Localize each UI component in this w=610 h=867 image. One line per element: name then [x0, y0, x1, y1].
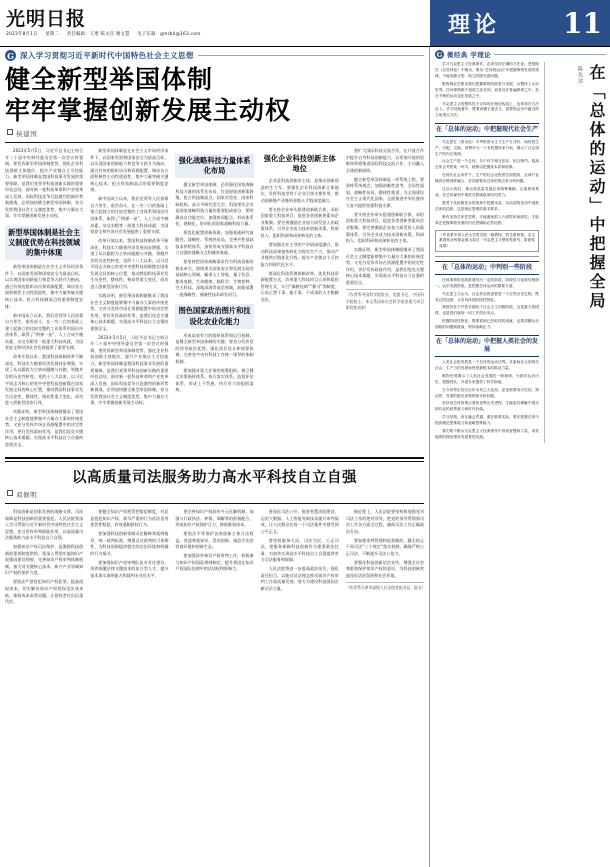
- paragraph: 实践证明，新型举国体制既继承了我国社会主义制度能够集中力量办大事的传统优势，又充分发挥市场在资源配置中的决定性作用，更好发挥政府作用，是我们攻克关键核心技术难题、实现高水平科技自立自强的重要法宝。: [90, 292, 169, 331]
- paragraph: 唯物史观揭示了人类社会发展的一般规律，为我们认识历史、把握现实、开创未来提供了科学指南。: [435, 373, 539, 384]
- publication-date: 2023年8月1日: [6, 32, 38, 38]
- paragraph: 新中国成立以来，我们党领导人民依靠自力更生、艰苦奋斗，在一穷二白的基础上建立起独立的比较完整的工业体系和国民经济体系，取得了“两弹一星”、人工合成牛胰岛素、杂交水稻等一批重大科技成就，为国家安全和经济社会发展提供了重要支撑。: [90, 196, 169, 235]
- right-subsection-title: 在「总体的运动」中把握人类社会的发展: [435, 335, 539, 357]
- paragraph: 我们要不断从马克思主义经典著作中汲取智慧和力量，用发展着的理论指导发展着的实践。: [435, 429, 539, 440]
- paper-name: 光明日报: [6, 7, 87, 30]
- paragraph: 要健全知识产权惩罚性赔偿制度，对恶意侵犯知识产权、情节严重的行为依法适用惩罚性赔偿，有效遏制侵权行为。: [90, 509, 169, 528]
- article2-columns: [5, 509, 424, 608]
- source-note: （作者系天津市高级人民法院党组书记、院长）: [346, 582, 424, 591]
- article2-col-5: [346, 509, 424, 608]
- paragraph: 当今世界正经历百年未有之大变局，更加需要用历史的、辩证的、发展的眼光来观察和分析问题。: [435, 387, 539, 398]
- section-header: [430, 0, 610, 46]
- paragraph: 唯物辩证法要求我们把握事物的联系与发展，从整体上认识世界。任何事物都不是孤立存在的，而是处在普遍联系之中，处在不断的运动变化发展之中。: [435, 81, 539, 98]
- banner-divider: [198, 55, 424, 56]
- column-divider: [544, 62, 545, 443]
- article2-byline: [7, 490, 424, 499]
- paragraph: 2023年5月5日，习近平总书记主持召开二十届中央财经委员会第一次会议时强调，要发挥新型举国体制优势，强化企业科技创新主体地位，提升产业链自主可控能力。新型举国体制是我国科技事业发展的重要保障，是我们党领导科技创新实践的重要经验总结。面对新一轮科技革命和产业变革深入发展、国际科技竞争日趋激烈的新形势新挑战，必须加快健全新型举国体制，充分发挥我国社会主义制度优势，集中力量办大事，牢牢掌握创新发展主动权。: [5, 148, 84, 219]
- column-banner: [5, 50, 424, 61]
- article2-title: 以高质量司法服务助力高水平科技自立自强: [72, 469, 357, 487]
- right-subsection-title: 在「总体的运动」中把握现代社会生产: [435, 123, 539, 136]
- paragraph: 要善于从纷繁复杂的现象中把握本质，从局部的变动中洞察总体的趋势，这是辩证思维的基本要求。: [435, 200, 539, 211]
- right-feature-title: 在「总体的运动」中把握全局: [587, 64, 606, 311]
- article-byline: [7, 129, 424, 138]
- paragraph: 2023年5月5日，习近平总书记主持召开二十届中央财经委员会第一次会议时强调，要发挥新型举国体制优势，强化企业科技创新主体地位，提升产业链自主可控能力。新型举国体制是我国科技事业发展的重要保障，是我们党领导科技创新实践的重要经验总结。面对新一轮科技革命和产业变革深入发展、国际科技竞争日趋激烈的新形势新挑战，必须加快健全新型举国体制，充分发挥我国社会主义制度优势，集中力量办大事，牢牢掌握创新发展主动权。: [90, 334, 169, 406]
- paragraph: 这启示我们，推动高质量发展必须统筹兼顾，注重系统集成，在总体谋划中推进各领域改革协同发力。: [435, 187, 539, 198]
- paragraph: 要加强科技创新领域司法解释和案例指导，统一裁判标准，增强司法裁判的可预期性，为科技创新提供稳定的法治环境和明确的行为指引。: [90, 531, 169, 556]
- subsection-title: 新型举国体制是社会主义制度优势在科技领域的集中体现: [5, 226, 83, 260]
- paragraph: 把握阶段性特征，既要看到已经取得的成就，也要清醒认识面临的问题和挑战，保持战略定力。: [435, 319, 539, 330]
- right-subsection-title: 在「总体的运动」中判别一些阶段: [435, 261, 539, 274]
- editors: 责任编辑：王瑨 陈文宾 谢文慧: [66, 32, 130, 38]
- page-title: [5, 65, 424, 126]
- paragraph: 马克思主义的整体性不仅体现在理论构成上，也体现在方法论上。学习经典著作，既要读懂字面含义，更要领会其中蕴含的立场观点方法。: [435, 101, 539, 118]
- paragraph: 学习马克思主义经典著作，必须坚持正确的方法论。恩格斯在《反杜林论》中指出，要从“总体的运动”中把握事物发展的规律，不能用静止的、孤立的眼光看问题。: [435, 62, 539, 78]
- subsection-title: 图色国家政治图片和技设化农业化能力: [175, 304, 253, 328]
- paragraph: 新型举国体制是在社会主义市场经济条件下，以国家发展和国家安全为最高目标，以实现国家创新能力和竞争力跃升为指向，通过有效的组织动员和资源配置，调动各方面积极性主动性创造性，集中力量突破关键核心技术、抢占科技制高点的重要制度安排。: [90, 148, 169, 193]
- guangming-logo-icon: G: [5, 50, 16, 61]
- article1-col-4: [261, 148, 339, 451]
- banner-divider: [494, 54, 606, 55]
- right-col-1: [435, 62, 539, 443]
- guangming-logo-icon: G: [436, 50, 443, 59]
- paragraph: 要依法严惩侵犯知识产权犯罪，提高侵权成本，切实解决知识产权侵权违法成本低、维权成本高等问题，让侵权者付出沉重代价。: [5, 579, 84, 605]
- byline-marker-icon: [7, 129, 13, 135]
- article1-col-5: [346, 148, 424, 451]
- paragraph: 学习经典，贵在融会贯通，重在联系实际，要在把握总体中提高理论思维能力和战略思维能力。: [435, 415, 539, 426]
- headline-line-2: 牢牢掌握创新发展主动权: [5, 95, 292, 125]
- paragraph: 健全新型举国体制，必须强化国家战略科技力量的体系化布局，打造原始创新策源地，抢占科技制高点。国家实验室、国家科研机构、高水平研究型大学、科技领军企业是国家战略科技力量的重要组成部分，要明确各自功能定位，加强协同配合，形成体系化、建制化、协同化的国家战略科技力量。: [175, 182, 254, 227]
- paragraph: 要支持企业牵头组建创新联合体，承担国家重大科技项目，促进各类创新要素向企业集聚。要完善激励企业加大研发投入的政策体系，引导企业成为技术创新决策、科研投入、组织科研和成果转化的主体。: [260, 206, 339, 239]
- paragraph: 要加强对重大任务的统筹组织，建立健全决策指挥体系、执行落实体系、监督评估体系，形成上下贯通、执行有力的组织架构。: [175, 367, 254, 393]
- column-banner-label: 深入学习贯彻习近平新时代中国特色社会主义思想: [20, 51, 194, 60]
- paragraph: 改革开放以来，我国科技体制改革不断深化，科技实力随着经济发展同步增强，实现了从以跟踪为主转向跟跑与并跑、领跑并存的历史性转变。党的十八大以来，以习近平同志为核心的党中央把科技创新摆在国家发展全局的核心位置，推动我国科技事业发生历史性、整体性、格局性重大变化，成功进入创新型国家行列。: [90, 238, 169, 289]
- paragraph: 形成高效有力的组织体系和运行机制，是健全新型举国体制的关键。要充分发挥党的领导政治优势，强化顶层设计和统筹协调，完善党中央对科技工作统一领导的体制机制。: [175, 332, 254, 364]
- masthead-left: [0, 0, 430, 46]
- paragraph: 健全新型举国体制是一项系统工程，要坚持系统观念，加强前瞻性思考、全局性谋划、战略性布局、整体性推进，为全面建设社会主义现代化国家、全面推进中华民族伟大复兴提供坚强科技支撑。: [345, 176, 425, 208]
- paragraph: 马克思主义认为，社会形态的更替是一个自然历史过程，既有总的趋势，又有具体的阶段性特征。: [435, 291, 539, 302]
- paragraph: 改革开放以来，我国科技体制改革不断深化，科技实力随着经济发展同步增强，实现了从以跟踪为主转向跟跑与并跑、领跑并存的历史性转变。党的十八大以来，以习近平同志为核心的党中央把科技创新摆在国家发展全局的核心位置，推动我国科技事业发生历史性、整体性、格局性重大变化，成功进入创新型国家行列。: [5, 354, 84, 406]
- byline-marker-icon: [7, 490, 13, 496]
- source-note: （作者系中国科学院院长、党组书记，中国科学院院士；本文系国家社会科学基金重大项目阶段性成果）: [346, 289, 424, 310]
- right-zone: [430, 47, 610, 867]
- paragraph: 要加强知识产权审判队伍专业化建设，培养既懂法律又懂技术的复合型人才，提升技术事实查明能力和裁判专业化水平。: [90, 559, 169, 578]
- paragraph: 实践证明，新型举国体制既继承了我国社会主义制度能够集中力量办大事的传统优势，又充分发挥市场在资源配置中的决定性作用，更好发挥政府作用，是我们攻克关键核心技术难题、实现高水平科技自立自强的重要法宝。: [345, 247, 425, 285]
- headline-line-1: 健全新型举国体制: [5, 65, 214, 94]
- paragraph: 要完善知识产权纠纷多元化解机制，加强与行政执法、仲裁、调解等的衔接配合，形成知识产权保护合力，降低维权成本。: [175, 509, 254, 528]
- article1-col-1: [5, 148, 83, 451]
- paragraph: 新中国成立以来，我们党领导人民依靠自力更生、艰苦奋斗，在一穷二白的基础上建立起独立的比较完整的工业体系和国民经济体系，取得了“两弹一星”、人工合成牛胰岛素、杂交水稻等一批重大科技成就，为国家安全和经济社会发展提供了重要支撑。: [5, 312, 84, 351]
- paragraph: 要支持企业牵头组建创新联合体，承担国家重大科技项目，促进各类创新要素向企业集聚。要完善激励企业加大研发投入的政策体系，引导企业成为技术创新决策、科研投入、组织科研和成果转化的主体。: [345, 211, 425, 244]
- paragraph: 企业是科技创新的主体，是推动创新创造的生力军。要强化企业科技创新主体地位，发挥科技型骨干企业引领支撑作用，推动创新链产业链资金链人才链深度融合。: [260, 178, 339, 203]
- paragraph: 我国仍处于并将长期处于社会主义初级阶段，这是最大的国情，也是我们谋划一切工作的出发点。: [435, 305, 539, 316]
- paragraph: 要加强审判管理和监督制约，健全防止干预司法“三个规定”落实机制，确保严格公正司法，不断提升司法公信力。: [345, 537, 425, 556]
- article1-col-3: [175, 148, 253, 451]
- masthead-meta: [6, 31, 430, 37]
- editor-note: （作者系中国人民大学哲学院一级教授、哲学系教授。本文系国家社科基金重大项目「马克思主义整体性研究」阶段性成果）: [435, 230, 539, 253]
- byline-author: 邓修明: [16, 491, 38, 500]
- weekday: 星期二: [45, 32, 60, 38]
- paragraph: 人类社会的发展是一个总体的运动过程。从原始社会到现代社会，生产力的发展始终是最根本的推动力量。: [435, 359, 539, 370]
- right-columns: [435, 62, 606, 443]
- article2: [5, 457, 424, 608]
- left-zone: [0, 47, 430, 867]
- right-column-banner-label: 微经典 学理论: [447, 51, 492, 59]
- right-column-banner: [435, 50, 606, 59]
- right-feature-byline: 陈先达: [577, 66, 583, 84]
- paragraph: 要扩大国际科技交流合作，在开放合作中提升自身科技创新能力，以更加开放的思维和举措推进国际科技交流合作，主动融入全球创新网络。: [345, 148, 425, 173]
- article2-headline-rule: [5, 503, 424, 504]
- paragraph: 任何事物的发展都要经历一定的阶段，阶段性与连续性相统一。认识发展阶段，是把握总体运动的重要方面。: [435, 277, 539, 288]
- page-number: 11: [563, 6, 602, 40]
- paragraph: 科技创新是国家发展的战略支撑，司法保障是科技创新的重要依托。人民法院要深入学习贯彻习近平新时代中国特色社会主义思想，充分发挥审判职能作用，以高质量司法服务助力高水平科技自立自强。: [5, 509, 84, 541]
- article2-col-4: [261, 509, 339, 608]
- paragraph: 实践证明，新型举国体制既继承了我国社会主义制度能够集中力量办大事的传统优势，又充分发挥市场在资源配置中的决定性作用，更好发挥政府作用，是我们攻克关键核心技术难题、实现高水平科技自立自强的重要法宝。: [5, 409, 84, 447]
- paragraph: 在现代社会条件下，生产的社会化程度空前提高，全球产业链供应链深度融合，更加需要用总体的观点来分析问题。: [435, 173, 539, 184]
- paragraph: 要深化司法公开，推进智慧法院建设，运用大数据、人工智能等新技术提升审判质效，让人民群众在每一个司法案件中感受到公平正义。: [260, 509, 339, 534]
- email: 电子信箱：gmrbll@163.com: [137, 32, 201, 38]
- page-body: [0, 47, 610, 867]
- paragraph: 新征程上，人民法院要坚持和加强党对司法工作的绝对领导，把党的领导贯彻到司法工作各方面全过程，确保司法工作正确政治方向。: [345, 509, 425, 534]
- article2-rule: [5, 457, 424, 462]
- paragraph: 马克思在《资本论》中考察资本主义生产方式时，始终把生产、分配、交换、消费作为一个有机整体来分析，揭示了社会再生产的内在规律。: [435, 139, 539, 156]
- paragraph: 要加强涉外知识产权审判工作，积极参与知识产权国际规则制定，提升我国在知识产权国际治理中的话语权和影响力。: [175, 553, 254, 572]
- paragraph: 人民法院将进一步提高政治站位，强化责任担当，以能动司法理念推动知识产权审判工作高质量发展，努力为建设科技强国贡献司法力量。: [260, 566, 339, 592]
- headline-rule: [5, 142, 424, 143]
- article1-columns: [5, 148, 424, 451]
- paragraph: 坚持用总体的观点看待世界历史进程，才能更好理解中国式现代化的世界意义和时代价值。: [435, 401, 539, 412]
- section-name: 理论: [448, 11, 501, 38]
- paragraph: 要坚持把国家战略需求作为科技创新的根本牵引，围绕事关国家安全和发展全局的基础核心领域，瞄准人工智能、量子信息、集成电路、生命健康、脑科学、生物育种、空天科技、深地深海等前沿领域，前瞻部署一批战略性、储备性技术研发项目。: [175, 259, 254, 297]
- subsection-title: 强化企业科技创新主体地位: [263, 154, 336, 174]
- paragraph: 要强化科技创新法治宣传，增强全社会尊重和保护知识产权的意识，为科技创新营造良好法治氛围和社会环境。: [345, 559, 425, 578]
- paragraph: 要深化科技管理体制改革，优化科技资源配置方式，改革重大科技项目立项和组织管理方式，实行“揭榜挂帅”“赛马”等制度，让真正想干事、能干事、干成事的人才脱颖而出。: [260, 270, 339, 302]
- paragraph: 加强知识产权司法保护，是激励科技创新的重要制度供给。要深入贯彻实施知识产权强国建设纲要，完善知识产权审判体制机制，加大对关键核心技术、新兴产业领域知识产权的保护力度。: [5, 544, 84, 576]
- paragraph: 社会生产是一个总体，各个环节相互依存、相互制约。脱离总体去考察某一环节，就难以把握其本质和规律。: [435, 159, 539, 170]
- masthead: [0, 0, 610, 47]
- paragraph: 要优化配置创新资源，加强基础研究前瞻性、战略性、系统性布局，完善共性基础技术供给体系，加快形成支撑高水平科技自立自强的战略支点和雄厚基础。: [175, 230, 254, 256]
- article2-col-1: [5, 509, 83, 608]
- subsection-title: 强化战略科技力量体系化布局: [175, 154, 253, 178]
- right-col-2: [550, 62, 606, 443]
- paragraph: 要加强企业主导的产学研深度融合，推动科技成果加快转化为现实生产力，推动产业链供应链优化升级，提升产业链自主可控能力和现代化水平。: [260, 242, 339, 267]
- paragraph: 要坚持服务大局、司法为民、公正司法，把服务保障科技创新作为重要政治任务，为加快实现高水平科技自立自强提供有力司法服务和保障。: [260, 537, 339, 563]
- article2-col-2: [90, 509, 168, 608]
- paragraph: 要依法平等保护各类创新主体合法权益，营造尊重知识、崇尚创新、诚信守法的营商环境和创新生态。: [175, 531, 254, 550]
- article1-col-2: [90, 148, 168, 451]
- paragraph: 新型举国体制是在社会主义市场经济条件下，以国家发展和国家安全为最高目标，以实现国家创新能力和竞争力跃升为指向，通过有效的组织动员和资源配置，调动各方面积极性主动性创造性，集中力量突破关键核心技术、抢占科技制高点的重要制度安排。: [5, 264, 84, 309]
- paragraph: 唯有坚持总体性思维，才能避免陷入片面性和表面性，才能真正把握事物发展的内在逻辑和必然趋势。: [435, 214, 539, 225]
- byline-author: 侯建国: [16, 130, 38, 138]
- article2-col-3: [175, 509, 253, 608]
- right-divider: [435, 256, 539, 257]
